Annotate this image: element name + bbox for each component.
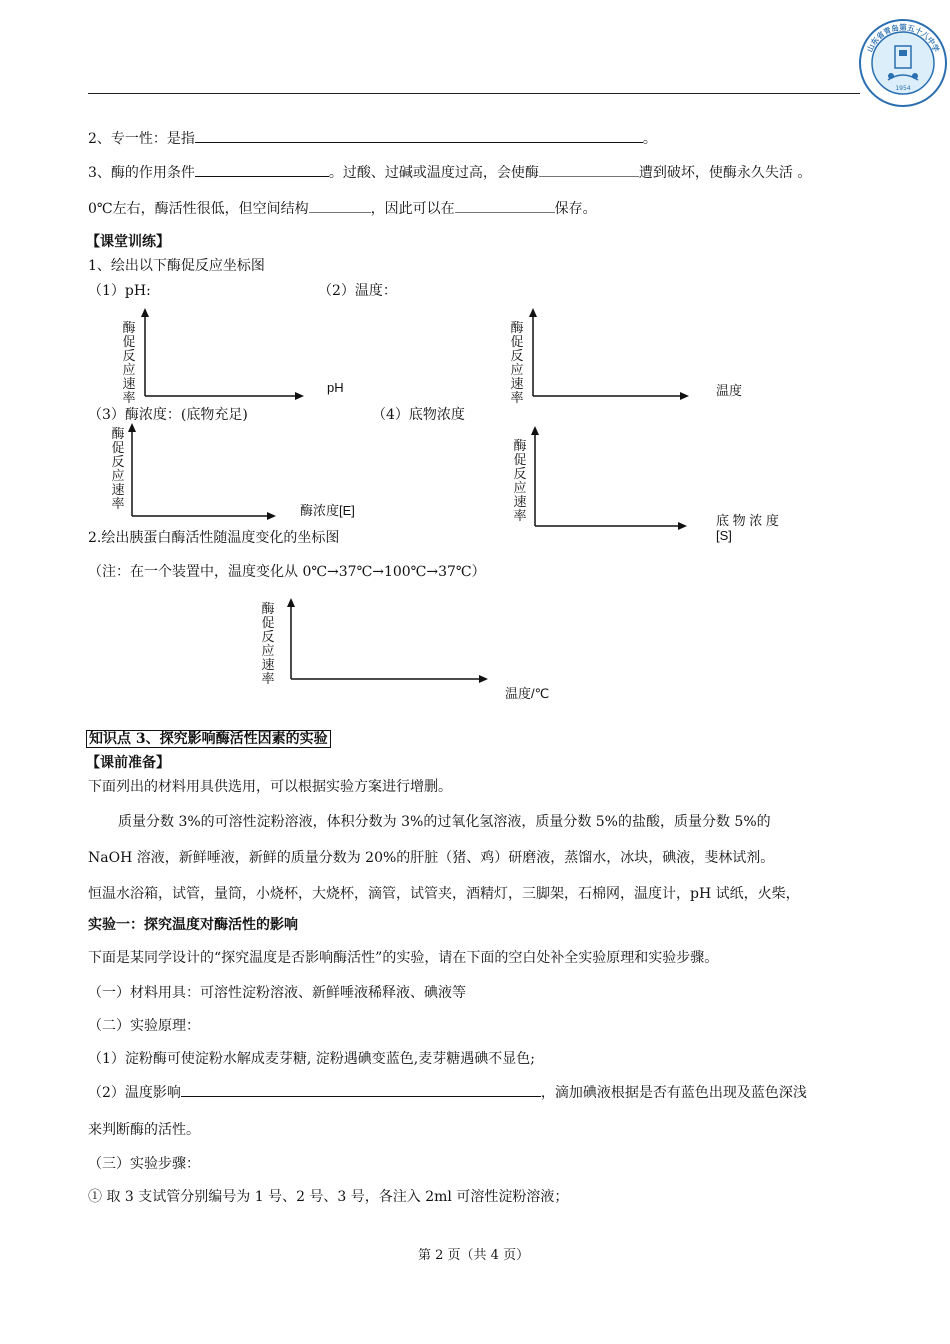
principle-2-line: （2）温度影响 ，滴加碘液根据是否有蓝色出现及蓝色深浅 <box>88 1082 807 1102</box>
blank-temperature-effect[interactable] <box>181 1082 541 1097</box>
knowledge-point-3: 知识点 3、探究影响酶活性因素的实验 <box>86 729 331 749</box>
principle-1: （1）淀粉酶可使淀粉水解成麦芽糖, 淀粉遇碘变蓝色,麦芽糖遇碘不显色; <box>88 1051 535 1067</box>
low-temp-line: 0℃左右，酶活性很低，但空间结构 ，因此可以在 保存。 <box>88 198 597 218</box>
header-rule <box>88 93 860 94</box>
blank-structure[interactable] <box>309 198 371 213</box>
x-axis-label-substrate-1: 底 物 浓 度 <box>716 513 779 528</box>
school-seal-logo <box>858 18 948 108</box>
materials-line-3: 恒温水浴箱，试管，量筒，小烧杯，大烧杯，滴管，试管夹，酒精灯，三脚架，石棉网，温度计，pH 试纸，火柴， <box>88 886 800 902</box>
experiment-1-intro: 下面是某同学设计的“探究温度是否影响酶活性”的实验，请在下面的空白处补全实验原理和实验步骤。 <box>88 950 719 966</box>
axes-trypsin[interactable] <box>286 598 496 688</box>
q1-enzyme-label: （3）酶浓度：(底物充足) <box>88 407 248 423</box>
seal-year: 1954 <box>895 85 911 92</box>
principle-2-cont: 来判断酶的活性。 <box>88 1122 200 1138</box>
axes-substrate[interactable] <box>530 426 700 536</box>
y-axis-label-trypsin: 酶促反应速率 <box>261 602 275 687</box>
x-axis-label-enzyme: 酶浓度[E] <box>300 503 355 518</box>
q1-substrate-label: （4）底物浓度 <box>372 407 465 423</box>
axes-ph[interactable] <box>140 308 310 408</box>
conditions-line: 3、酶的作用条件 。过酸、过碱或温度过高，会使酶 遭到破坏，使酶永久失活 。 <box>88 162 811 182</box>
step-1: ① 取 3 支试管分别编号为 1 号、2 号、3 号，各注入 2ml 可溶性淀粉溶液； <box>88 1189 569 1205</box>
specificity-text: 2、专一性：是指 <box>88 131 195 147</box>
specificity-line: 2、专一性：是指 。 <box>88 128 657 148</box>
experiment-1-heading: 实验一：探究温度对酶活性的影响 <box>88 917 298 933</box>
axes-enzyme[interactable] <box>127 423 287 523</box>
experiment-1-principle: （二）实验原理： <box>88 1018 200 1034</box>
question-2: 2.绘出胰蛋白酶活性随温度变化的坐标图 <box>88 530 340 546</box>
question-2-note: （注：在一个装置中，温度变化从 0℃→37℃→100℃→37℃） <box>88 564 486 580</box>
x-axis-label-trypsin: 温度/℃ <box>505 686 550 701</box>
q1-temp-label: （2）温度： <box>318 283 397 299</box>
blank-enzyme-structure[interactable] <box>539 162 639 177</box>
y-axis-label-enzyme: 酶促反应速率 <box>111 427 125 512</box>
x-axis-label-temp: 温度 <box>716 383 743 398</box>
seal-text: 山东省青岛第五十八中学 <box>865 23 941 54</box>
y-axis-label-temp: 酶促反应速率 <box>510 321 524 406</box>
prep-heading: 【课前准备】 <box>86 755 170 771</box>
x-axis-label-substrate-2: [S] <box>716 528 732 543</box>
question-1: 1、绘出以下酶促反应坐标图 <box>88 258 265 274</box>
experiment-1-materials: （一）材料用具：可溶性淀粉溶液、新鲜唾液稀释液、碘液等 <box>88 985 466 1001</box>
prep-intro: 下面列出的材料用具供选用，可以根据实验方案进行增删。 <box>88 779 452 795</box>
blank-storage[interactable] <box>455 198 555 213</box>
materials-line-1: 质量分数 3%的可溶性淀粉溶液，体积分数为 3%的过氧化氢溶液，质量分数 5%的盐酸，质量分数 5%的 <box>118 814 771 830</box>
q1-ph-label: （1）pH: <box>88 283 151 299</box>
training-heading: 【课堂训练】 <box>86 234 170 250</box>
y-axis-label-ph: 酶促反应速率 <box>122 321 136 406</box>
x-axis-label-ph: pH <box>327 380 344 395</box>
experiment-1-steps: （三）实验步骤： <box>88 1156 200 1172</box>
materials-line-2: NaOH 溶液，新鲜唾液，新鲜的质量分数为 20%的肝脏（猪、鸡）研磨液，蒸馏水，冰块，碘液，斐林试剂。 <box>88 850 775 866</box>
blank-specificity[interactable] <box>195 128 643 143</box>
axes-temp[interactable] <box>528 308 698 408</box>
blank-conditions[interactable] <box>195 162 329 177</box>
y-axis-label-substrate: 酶促反应速率 <box>513 439 527 524</box>
page-footer: 第 2 页（共 4 页） <box>418 1248 530 1263</box>
